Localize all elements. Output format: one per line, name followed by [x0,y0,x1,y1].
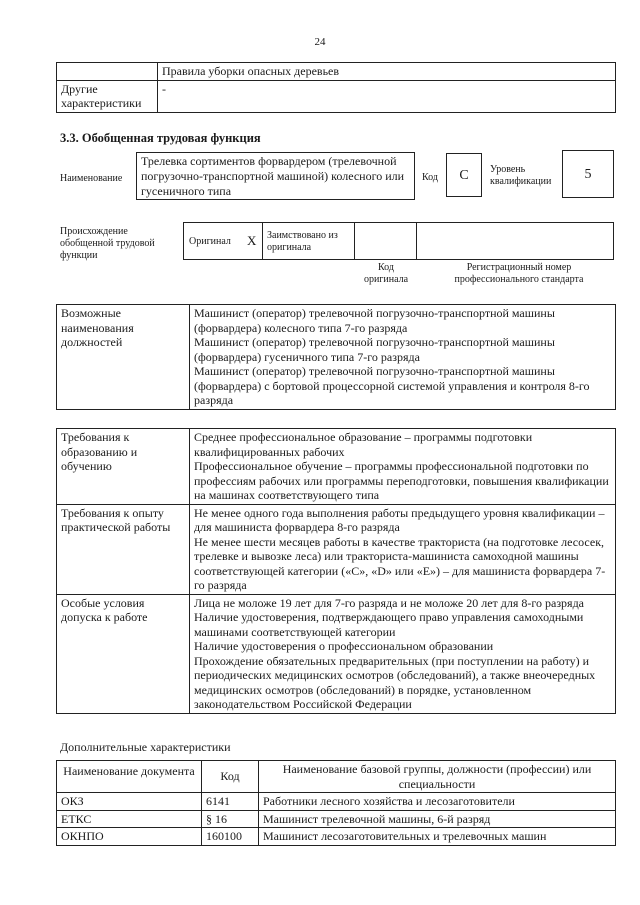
page-number: 24 [314,36,326,48]
original-label: Оригинал [189,236,231,247]
top-characteristics-table [56,62,616,113]
table-cell: Работники лесного хозяйства и лесозаготовители [259,793,616,811]
table-row [57,828,616,846]
requirement-label: Требования к опыту практической работы [57,504,190,594]
table-row [57,429,616,505]
table-cell: Машинист трелевочной машины, 6-й разряд [259,810,616,828]
list-item: Машинист (оператор) трелевочной погрузочно-транспортной машины (форвардера) с бортовой процессорной системой управления и контроля 8-го разряда [194,364,590,407]
row-value: - [158,80,616,112]
table-cell: ОКНПО [57,828,202,846]
column-header: Наименование документа [57,761,202,793]
table-row [57,305,616,410]
borrowed-label: Заимствовано из оригинала [267,230,338,253]
table-row [57,810,616,828]
table-cell: Машинист лесозаготовительных и трелевочных машин [259,828,616,846]
column-header: Наименование базовой группы, должности (профессии) или специальности [259,761,616,793]
positions-table [56,304,616,410]
table-row [57,63,616,81]
table-row [57,80,616,112]
list-item: Машинист (оператор) трелевочной погрузочно-транспортной машины (форвардера) колесного типа 7-го разряда [194,306,555,335]
table-cell: § 16 [202,810,259,828]
origin-box [183,222,614,260]
function-name-box: Трелевка сортиментов форвардером (трелевочной погрузочно-транспортной машиной) колесного или гусеничного типа [136,152,415,200]
table-cell: 160100 [202,828,259,846]
list-item: Машинист (оператор) трелевочной погрузочно-транспортной машины (форвардера) гусеничного типа 7-го разряда [194,335,555,364]
list-item: Не менее шести месяцев работы в качестве тракториста (на подготовке лесосек, трелевке и вывозке леса) или тракториста-машиниста самоходной машины соответствующей категории («С», «D» или «Е») – для машиниста форвардера 7-го разряда [194,534,606,592]
origin-label: Происхождение обобщенной трудовой функции [60,226,155,261]
table-row [57,504,616,594]
section-heading: 3.3. Обобщенная трудовая функция [60,131,261,145]
list-item: Среднее профессиональное образование – программы подготовки квалифицированных рабочих [194,430,533,459]
requirements-table [56,428,616,714]
requirement-label: Требования к образованию и обучению [57,429,190,505]
code-label: Код [422,172,438,183]
list-item: Наличие удостоверения о профессиональном образовании [194,639,494,653]
list-item: Наличие удостоверения, подтверждающего право управления самоходными машинами соответствующей категории [194,610,584,639]
requirement-label: Особые условия допуска к работе [57,594,190,713]
code-value-box: C [446,153,482,197]
original-mark: X [247,233,257,248]
level-label: Уровень квалификации [490,164,552,187]
table-cell: ОКЗ [57,793,202,811]
divider [416,223,417,259]
code-original-caption: Код оригинала [363,262,409,285]
list-item: Профессиональное обучение – программы профессиональной подготовки по профессиям рабочих или программы переподготовки, повышения квалификации на машинах соответствующего типа [194,459,609,502]
positions-label: Возможные наименования должностей [57,305,190,410]
divider [354,223,355,259]
row-label: Другие характеристики [57,80,158,112]
table-row [57,793,616,811]
table-cell: 6141 [202,793,259,811]
level-value-box: 5 [562,150,614,198]
table-cell: ЕТКС [57,810,202,828]
table-header-row [57,761,616,793]
row-value: Правила уборки опасных деревьев [158,63,616,81]
list-item: Прохождение обязательных предварительных (при поступлении на работу) и периодических медицинских осмотров (обследований), а также внеочередных медицинских осмотров (обследований) в порядке, установленном законодательством Российской Федерации [194,653,596,711]
list-item: Лица не моложе 19 лет для 7-го разряда и не моложе 20 лет для 8-го разряда [194,595,585,610]
additional-table [56,760,616,846]
divider [262,223,263,259]
additional-title: Дополнительные характеристики [60,740,231,754]
row-label [57,63,158,81]
name-label: Наименование [60,173,123,184]
list-item: Не менее одного года выполнения работы предыдущего уровня квалификации – для машиниста форвардера 8-го разряда [194,505,605,534]
table-row [57,594,616,713]
column-header: Код [202,761,259,793]
reg-number-caption: Регистрационный номер профессионального стандарта [454,262,584,285]
